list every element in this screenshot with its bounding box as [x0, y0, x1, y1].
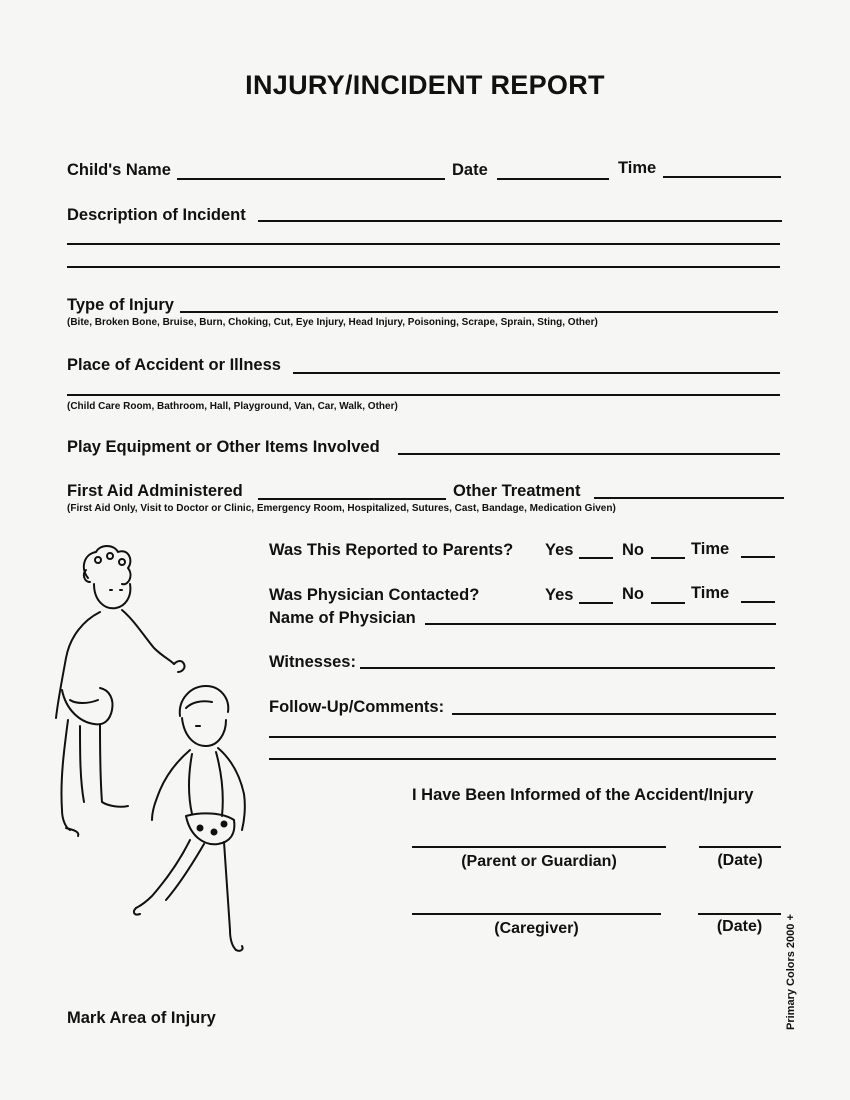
date-label: Date [452, 161, 488, 179]
followup-field-line-3[interactable] [269, 758, 776, 760]
physician-yes-field[interactable] [579, 602, 613, 604]
reported-time-field[interactable] [741, 556, 775, 558]
place-field-line-2[interactable] [67, 394, 780, 396]
witnesses-field[interactable] [360, 667, 775, 669]
reported-yes-field[interactable] [579, 557, 613, 559]
physician-name-field[interactable] [425, 623, 776, 625]
followup-label: Follow-Up/Comments: [269, 698, 445, 716]
description-field-line-1[interactable] [258, 220, 782, 222]
witnesses-label: Witnesses: [269, 653, 356, 671]
reported-parents-label: Was This Reported to Parents? [269, 541, 514, 559]
other-treatment-label: Other Treatment [453, 482, 581, 500]
description-field-line-2[interactable] [67, 243, 780, 245]
childs-name-label: Child's Name [67, 161, 171, 179]
first-aid-label: First Aid Administered [67, 482, 243, 500]
type-of-injury-label: Type of Injury [67, 296, 174, 314]
caregiver-signature-field[interactable] [412, 913, 661, 915]
reported-yes-label: Yes [545, 541, 574, 559]
followup-field-line-2[interactable] [269, 736, 776, 738]
caregiver-caption: (Caregiver) [494, 920, 579, 937]
form-title: INJURY/INCIDENT REPORT [245, 70, 605, 100]
type-of-injury-hint: (Bite, Broken Bone, Bruise, Burn, Choking, Cut, Eye Injury, Head Injury, Poisoning, Scrape, Sprain, Sting, Other) [67, 317, 598, 328]
place-label: Place of Accident or Illness [67, 356, 281, 374]
mark-area-label: Mark Area of Injury [67, 1009, 216, 1027]
place-field-line-1[interactable] [293, 372, 780, 374]
caregiver-date-caption: (Date) [716, 918, 763, 935]
credit-text: Primary Colors 2000 + [785, 914, 797, 1030]
physician-no-label: No [622, 585, 644, 603]
physician-name-label: Name of Physician [269, 609, 416, 627]
toddlers-illustration[interactable] [40, 540, 270, 980]
toddler-right-figure [134, 686, 245, 951]
description-field-line-3[interactable] [67, 266, 780, 268]
treatment-hint: (First Aid Only, Visit to Doctor or Clinic, Emergency Room, Hospitalized, Sutures, Cast, Bandage, Medication Given) [67, 503, 616, 514]
reported-no-field[interactable] [651, 557, 685, 559]
other-treatment-field[interactable] [594, 497, 784, 499]
first-aid-field[interactable] [258, 498, 446, 500]
equipment-field[interactable] [398, 453, 780, 455]
childs-name-field[interactable] [177, 178, 445, 180]
physician-no-field[interactable] [651, 602, 685, 604]
parent-signature-field[interactable] [412, 846, 666, 848]
type-of-injury-field[interactable] [180, 311, 778, 313]
reported-time-label: Time [691, 540, 730, 558]
physician-time-label: Time [691, 584, 730, 602]
description-label: Description of Incident [67, 206, 246, 224]
time-label: Time [618, 159, 657, 177]
parent-caption: (Parent or Guardian) [461, 853, 617, 870]
date-field[interactable] [497, 178, 609, 180]
physician-yes-label: Yes [545, 586, 574, 604]
parent-date-caption: (Date) [717, 852, 763, 869]
physician-time-field[interactable] [741, 601, 775, 603]
informed-label: I Have Been Informed of the Accident/Injury [412, 786, 754, 804]
reported-no-label: No [622, 541, 644, 559]
time-field[interactable] [663, 176, 781, 178]
followup-field-line-1[interactable] [452, 713, 776, 715]
physician-contacted-label: Was Physician Contacted? [269, 586, 480, 604]
place-hint: (Child Care Room, Bathroom, Hall, Playground, Van, Car, Walk, Other) [67, 401, 398, 412]
caregiver-date-field[interactable] [698, 913, 781, 915]
equipment-label: Play Equipment or Other Items Involved [67, 438, 380, 456]
parent-date-field[interactable] [699, 846, 781, 848]
toddler-left-figure [56, 546, 185, 836]
